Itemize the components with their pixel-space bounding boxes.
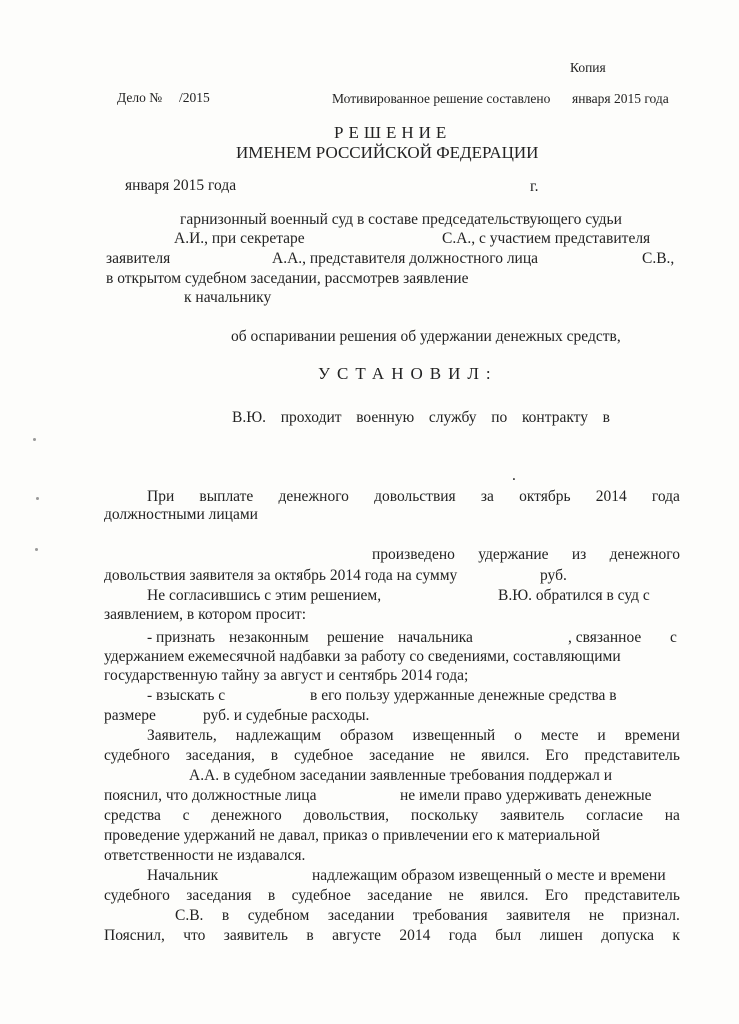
word: признал.: [622, 907, 680, 924]
word: и: [597, 727, 606, 744]
scan-speck: [36, 497, 39, 500]
word: извещенный: [412, 727, 496, 744]
word: заседании: [327, 907, 395, 924]
body-p2-line2: должностными лицами: [104, 506, 258, 523]
body-p4-line4a: пояснил, что должностные лица: [104, 787, 317, 804]
word: к: [672, 927, 680, 944]
hearing-date: января 2015 года: [125, 177, 237, 194]
word: заявитель: [500, 807, 565, 824]
body-p5-line4: [104, 926, 680, 946]
word: судебное: [294, 747, 354, 764]
intro-line-2b: С.А., с участием представителя: [442, 230, 651, 247]
word: довольствия,: [303, 807, 390, 824]
body-p2-line4-end: руб.: [540, 567, 567, 584]
scan-speck: [33, 438, 36, 441]
word: Его: [544, 887, 569, 904]
word: судебного: [104, 887, 170, 904]
body-p2-line4: довольствия заявителя за октябрь 2014 года на сумму: [104, 567, 458, 584]
word: месте: [540, 727, 579, 744]
word: образом: [339, 727, 394, 744]
word: в: [270, 747, 279, 764]
motivated-decision-date: января 2015 года: [572, 91, 669, 106]
word: времени: [624, 727, 680, 744]
word: надлежащим: [235, 727, 322, 744]
word: Заявитель,: [147, 727, 217, 744]
body-p4-line6: проведение удержаний не давал, приказ о привлечении его к материальной: [104, 827, 601, 844]
word: был: [495, 927, 522, 944]
word: удержание: [478, 546, 549, 563]
word: не: [450, 747, 466, 764]
intro-line-3a: заявителя: [106, 250, 171, 267]
word: явился.: [481, 747, 530, 764]
word: заседания,: [185, 747, 255, 764]
body-p1: [232, 408, 610, 428]
word: за: [480, 488, 494, 505]
intro-line-3c: С.В.,: [642, 250, 675, 267]
word: из: [571, 546, 587, 563]
word: заявителя: [506, 907, 571, 924]
body-p5-line1a: Начальник: [147, 867, 219, 884]
item1-e: , связанное: [568, 629, 642, 646]
stray-dot: .: [512, 467, 516, 484]
word: 2014: [399, 927, 431, 944]
word: года: [651, 488, 680, 505]
word: заявитель: [223, 927, 288, 944]
word: с: [182, 807, 190, 824]
item1-b: незаконным: [229, 629, 309, 646]
word: октябрь: [519, 488, 571, 505]
document-subtitle: ИМЕНЕМ РОССИЙСКОЙ ФЕДЕРАЦИИ: [236, 143, 539, 162]
item1-line3: государственную тайну за август и сентябрь 2014 года;: [104, 667, 469, 684]
word: В.Ю.: [232, 409, 267, 426]
intro-line-6: об оспаривании решения об удержании денежных средств,: [231, 328, 621, 345]
word: заседания: [186, 887, 252, 904]
body-p4-line7: ответственности не издавался.: [104, 847, 306, 864]
word: согласие: [586, 807, 643, 824]
word: выплате: [199, 488, 254, 505]
word: в: [602, 409, 610, 426]
item2-line2b: руб. и судебные расходы.: [203, 707, 370, 724]
intro-line-4: в открытом судебном заседании, рассмотрев заявление: [106, 270, 469, 287]
word: заседание: [369, 747, 435, 764]
word: Пояснил,: [104, 927, 165, 944]
intro-line-3b: А.А., представителя должностного лица: [272, 250, 539, 267]
body-p4-line5: [104, 806, 680, 826]
word: по: [491, 409, 508, 426]
intro-line-5: к начальнику: [184, 289, 272, 306]
word: лишен: [539, 927, 583, 944]
word: не: [448, 887, 464, 904]
word: о: [514, 727, 522, 744]
word: денежного: [278, 488, 349, 505]
word: произведено: [372, 546, 455, 563]
body-p4-line3: А.А. в судебном заседании заявленные требования поддержал и: [189, 767, 613, 784]
word: контракту: [521, 409, 588, 426]
body-p2-line3: [372, 545, 680, 565]
word: денежного: [211, 807, 282, 824]
item1-a: - признать: [147, 629, 216, 646]
word: службу: [428, 409, 477, 426]
word: довольствия: [374, 488, 456, 505]
body-p5-line2: [104, 886, 680, 906]
word: представитель: [584, 887, 680, 904]
item1-f: с: [670, 629, 677, 646]
body-p3-line1b: В.Ю. обратился в суд с: [498, 587, 650, 604]
body-p4-line2: [104, 746, 680, 766]
word: в: [221, 907, 230, 924]
word: в: [267, 887, 276, 904]
word: судебное: [291, 887, 351, 904]
word: что: [183, 927, 206, 944]
word: явился.: [480, 887, 529, 904]
body-p2-line1: [147, 487, 680, 507]
body-p5-line1b: надлежащим образом извещенный о месте и времени: [312, 867, 666, 884]
item1-c: решение: [327, 629, 384, 646]
item2-b: в его пользу удержанные денежные средства в: [310, 687, 617, 704]
item1-d: начальника: [398, 629, 473, 646]
word: допуска: [601, 927, 654, 944]
word: в: [306, 927, 314, 944]
copy-mark: Копия: [570, 60, 606, 75]
word: на: [664, 807, 680, 824]
word: При: [147, 488, 175, 505]
word: года: [448, 927, 477, 944]
body-p3-line2: заявлением, в котором просит:: [104, 606, 307, 623]
item2-a: - взыскать с: [147, 687, 226, 704]
motivated-decision-label: Мотивированное решение составлено: [332, 91, 551, 106]
word: не: [588, 907, 605, 924]
body-p5-line3: [175, 906, 680, 926]
case-number: Дело № /2015: [117, 90, 210, 105]
intro-line-2a: А.И., при секретаре: [174, 230, 305, 247]
word: проходит: [280, 409, 342, 426]
word: денежного: [609, 546, 680, 563]
word: средства: [104, 807, 161, 824]
word: 2014: [595, 488, 627, 505]
item2-line2a: размере: [104, 707, 156, 724]
item1-line2: удержанием ежемесячной надбавки за работу со сведениями, составляющими: [104, 648, 621, 665]
word: заседание: [367, 887, 433, 904]
word: судебного: [104, 747, 170, 764]
word: С.В.: [175, 907, 204, 924]
scan-speck: [35, 548, 38, 551]
established-heading: УСТАНОВИЛ:: [318, 364, 498, 383]
body-p4-line1: [147, 726, 680, 746]
word: августе: [332, 927, 381, 944]
word: требования: [412, 907, 488, 924]
word: представитель: [584, 747, 680, 764]
word: военную: [356, 409, 415, 426]
hearing-city: г.: [530, 178, 539, 195]
body-p4-line4b: не имели право удерживать денежные: [400, 787, 652, 804]
document-title: РЕШЕНИЕ: [334, 123, 452, 142]
word: поскольку: [410, 807, 479, 824]
word: судебном: [247, 907, 310, 924]
word: Его: [545, 747, 569, 764]
intro-line-1: гарнизонный военный суд в составе председательствующего судьи: [180, 211, 622, 228]
body-p3-line1a: Не согласившись с этим решением,: [147, 587, 382, 604]
